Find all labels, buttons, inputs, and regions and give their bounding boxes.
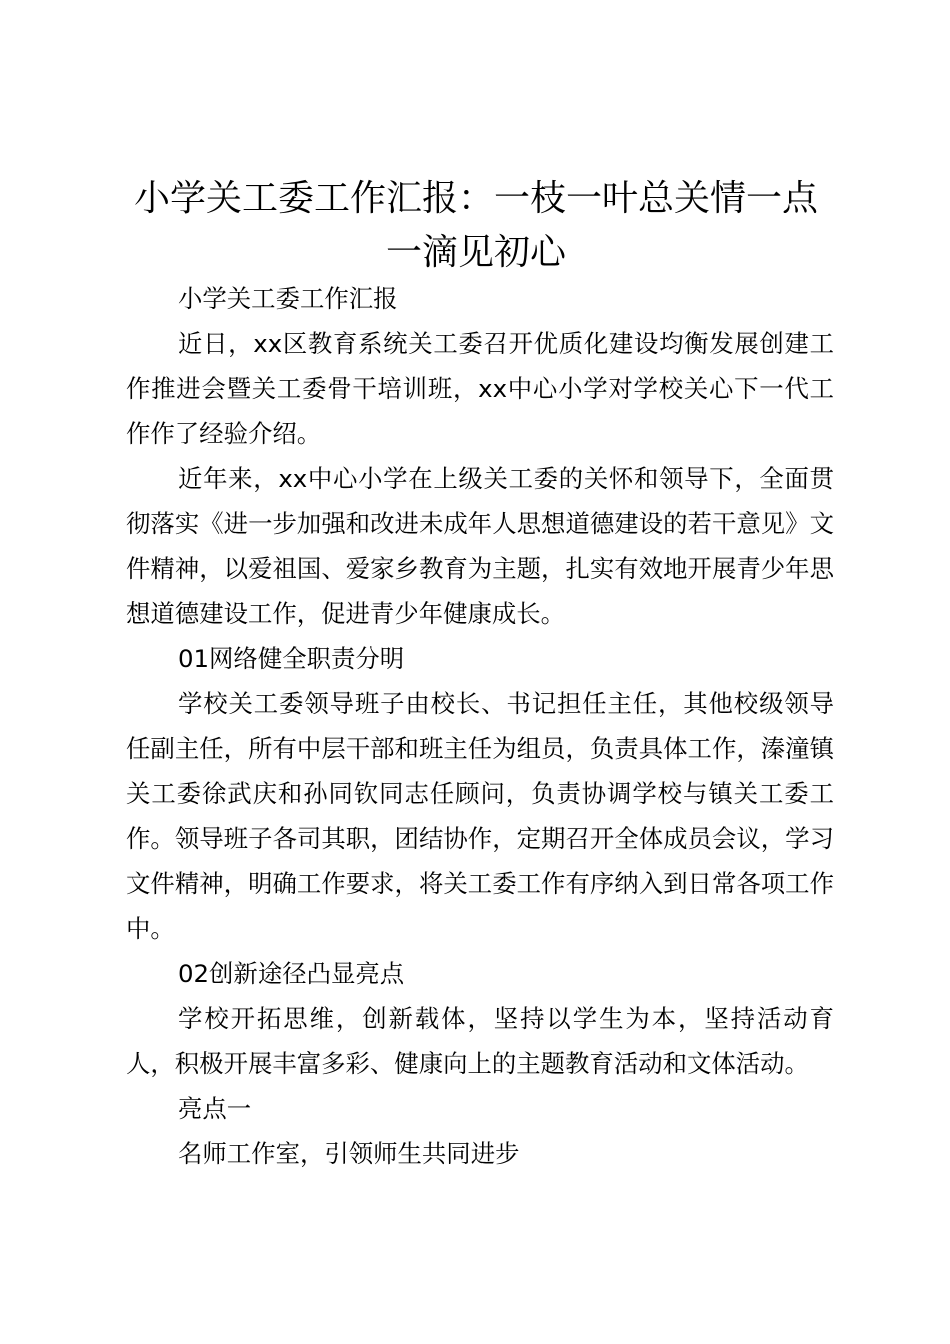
highlight-heading: 亮点一 [178, 1094, 252, 1123]
section-01-paragraph: 学校关工委领导班子由校长、书记担任主任，其他校级领导任副主任，所有中层干部和班主任为组员，负责具体工作，溱潼镇关工委徐武庆和孙同钦同志任顾问，负责协调学校与镇关工委工作。领导班子各司其职，团结协作，定期召开全体成员会议，学习文件精神，明确工作要求，将关工委工作有序纳入到日常各项工作中。 [126, 689, 834, 943]
document-title: 小学关工委工作汇报：一枝一叶总关情一点一滴见初心 [133, 178, 818, 273]
intro-paragraph: 近日，xx区教育系统关工委召开优质化建设均衡发展创建工作推进会暨关工委骨干培训班，xx中心小学对学校关心下一代工作作了经验介绍。 [126, 329, 834, 448]
document-body [126, 276, 834, 1176]
section-02-paragraph: 学校开拓思维，创新载体，坚持以学生为本，坚持活动育人，积极开展丰富多彩、健康向上的主题教育活动和文体活动。 [126, 1004, 834, 1078]
highlight-subheading: 名师工作室，引领师生共同进步 [178, 1139, 520, 1168]
section-heading-01: 01网络健全职责分明 [178, 644, 405, 673]
section-heading-02: 02创新途径凸显亮点 [178, 959, 405, 988]
background-paragraph: 近年来，xx中心小学在上级关工委的关怀和领导下，全面贯彻落实《进一步加强和改进未成年人思想道德建设的若干意见》文件精神，以爱祖国、爱家乡教育为主题，扎实有效地开展青少年思想道德建设工作，促进青少年健康成长。 [126, 464, 834, 628]
subtitle-paragraph: 小学关工委工作汇报 [178, 284, 398, 313]
